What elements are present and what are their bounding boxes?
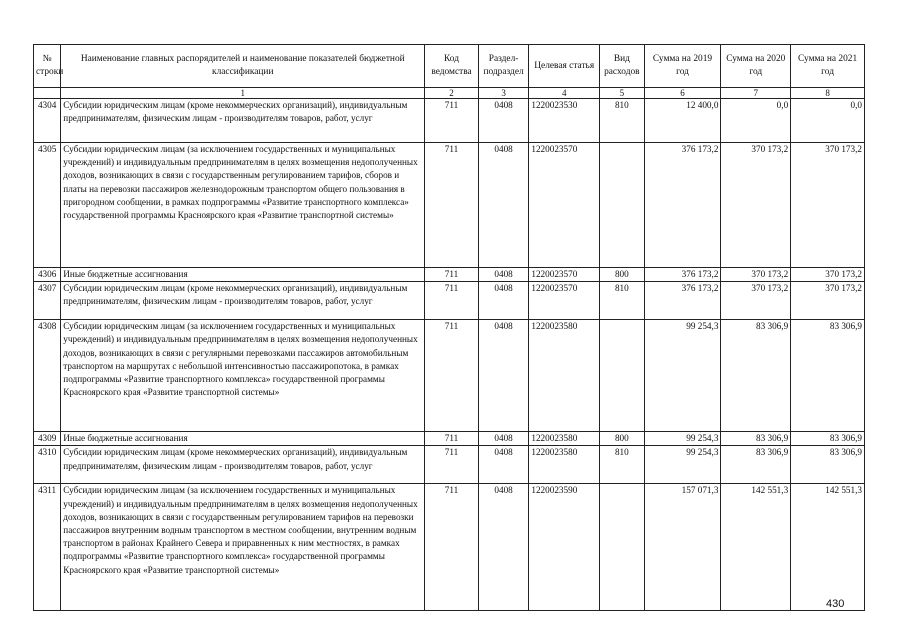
- row-sum-2019: 12 400,0: [644, 99, 721, 143]
- row-target-article: 1220023580: [529, 432, 600, 446]
- header-sum-2020: Сумма на 2020 год: [721, 45, 791, 88]
- table-row: [34, 268, 865, 282]
- row-sum-2020: 142 551,3: [721, 484, 791, 611]
- header-expense-kind: Вид расходов: [600, 45, 644, 88]
- column-number: 8: [791, 88, 865, 99]
- header-section: Раздел-подраздел: [478, 45, 529, 88]
- row-target-article: 1220023570: [529, 143, 600, 268]
- row-dept-code: 711: [425, 143, 479, 268]
- row-section: 0408: [478, 99, 529, 143]
- table-row: [34, 99, 865, 143]
- row-sum-2020: 83 306,9: [721, 446, 791, 484]
- row-expense-kind: 810: [600, 282, 644, 320]
- row-name: Субсидии юридическим лицам (за исключением государственных и муниципальных учреждений) и индивидуальным предпринимателям в целях возмещения недополученных доходов, возникающих в связи с государственным регулированием тарифов, сборов и платы на перевозки пассажиров железнодорожным транспортом общего пользования в пригородном сообщении, в рамках подпрограммы «Развитие транспортного комплекса» государственной программы Красноярского края «Развитие транспортной системы»: [61, 143, 425, 268]
- row-dept-code: 711: [425, 484, 479, 611]
- row-sum-2021: 83 306,9: [791, 320, 865, 432]
- row-sum-2019: 376 173,2: [644, 268, 721, 282]
- row-section: 0408: [478, 446, 529, 484]
- column-number-row: [34, 88, 865, 99]
- row-sum-2020: 370 173,2: [721, 268, 791, 282]
- row-sum-2020: 370 173,2: [721, 282, 791, 320]
- row-expense-kind: 810: [600, 99, 644, 143]
- header-dept-code: Код ведомства: [425, 45, 479, 88]
- row-section: 0408: [478, 143, 529, 268]
- header-row-number: № строки: [34, 45, 61, 88]
- row-target-article: 1220023570: [529, 268, 600, 282]
- row-section: 0408: [478, 432, 529, 446]
- budget-table: [33, 44, 865, 611]
- row-sum-2019: 99 254,3: [644, 446, 721, 484]
- row-number: 4307: [34, 282, 61, 320]
- row-sum-2019: 99 254,3: [644, 320, 721, 432]
- row-dept-code: 711: [425, 268, 479, 282]
- row-section: 0408: [478, 320, 529, 432]
- table-row: [34, 446, 865, 484]
- row-name: Субсидии юридическим лицам (за исключением государственных и муниципальных учреждений) и индивидуальным предпринимателям в целях возмещения недополученных доходов, возникающих в связи с государственным регулированием тарифов на перевозки пассажиров внутренним водным транспортом в местном сообщении, внутренним водным транспортом в районах Крайнего Севера и приравненных к ним местностях, в рамках подпрограммы «Развитие транспортного комплекса» государственной программы Красноярского края «Развитие транспортной системы»: [61, 484, 425, 611]
- row-dept-code: 711: [425, 320, 479, 432]
- page-number: 430: [826, 598, 845, 610]
- row-section: 0408: [478, 268, 529, 282]
- header-name: Наименование главных распорядителей и наименование показателей бюджетной классификации: [61, 45, 425, 88]
- row-number: 4305: [34, 143, 61, 268]
- row-name: Субсидии юридическим лицам (за исключением государственных и муниципальных учреждений) и индивидуальным предпринимателям в целях возмещения недополученных доходов, возникающих в связи с регулярными перевозками пассажиров автомобильным транспортом на маршрутах с небольшой интенсивностью пассажиропотока, в рамках подпрограммы «Развитие транспортного комплекса» государственной программы Красноярского края «Развитие транспортной системы»: [61, 320, 425, 432]
- row-sum-2021: 0,0: [791, 99, 865, 143]
- row-sum-2021: 83 306,9: [791, 446, 865, 484]
- column-number: 1: [61, 88, 425, 99]
- row-expense-kind: [600, 484, 644, 611]
- table-row: [34, 432, 865, 446]
- column-number: 6: [644, 88, 721, 99]
- header-sum-2021: Сумма на 2021 год: [791, 45, 865, 88]
- row-sum-2021: 142 551,3: [791, 484, 865, 611]
- column-number: 3: [478, 88, 529, 99]
- row-name: Субсидии юридическим лицам (кроме некоммерческих организаций), индивидуальным предпринимателям, физическим лицам - производителям товаров, работ, услуг: [61, 282, 425, 320]
- column-number: [34, 88, 61, 99]
- row-target-article: 1220023530: [529, 99, 600, 143]
- row-sum-2019: 376 173,2: [644, 143, 721, 268]
- header-row: [34, 45, 865, 88]
- row-dept-code: 711: [425, 99, 479, 143]
- row-expense-kind: 810: [600, 446, 644, 484]
- row-target-article: 1220023570: [529, 282, 600, 320]
- column-number: 7: [721, 88, 791, 99]
- row-name: Иные бюджетные ассигнования: [61, 432, 425, 446]
- header-target-article: Целевая статья: [529, 45, 600, 88]
- row-section: 0408: [478, 282, 529, 320]
- row-name: Субсидии юридическим лицам (кроме некоммерческих организаций), индивидуальным предпринимателям, физическим лицам - производителям товаров, работ, услуг: [61, 99, 425, 143]
- row-sum-2020: 0,0: [721, 99, 791, 143]
- row-sum-2021: 370 173,2: [791, 282, 865, 320]
- header-sum-2019: Сумма на 2019 год: [644, 45, 721, 88]
- row-sum-2021: 370 173,2: [791, 268, 865, 282]
- row-number: 4309: [34, 432, 61, 446]
- row-sum-2020: 83 306,9: [721, 432, 791, 446]
- row-number: 4308: [34, 320, 61, 432]
- table-row: [34, 484, 865, 611]
- row-sum-2021: 370 173,2: [791, 143, 865, 268]
- row-sum-2021: 83 306,9: [791, 432, 865, 446]
- row-dept-code: 711: [425, 446, 479, 484]
- row-section: 0408: [478, 484, 529, 611]
- row-number: 4311: [34, 484, 61, 611]
- table-row: [34, 282, 865, 320]
- row-sum-2020: 370 173,2: [721, 143, 791, 268]
- row-dept-code: 711: [425, 432, 479, 446]
- row-sum-2019: 376 173,2: [644, 282, 721, 320]
- row-sum-2019: 99 254,3: [644, 432, 721, 446]
- row-dept-code: 711: [425, 282, 479, 320]
- column-number: 4: [529, 88, 600, 99]
- row-name: Субсидии юридическим лицам (кроме некоммерческих организаций), индивидуальным предпринимателям, физическим лицам - производителям товаров, работ, услуг: [61, 446, 425, 484]
- row-expense-kind: [600, 143, 644, 268]
- column-number: 5: [600, 88, 644, 99]
- row-number: 4306: [34, 268, 61, 282]
- row-sum-2020: 83 306,9: [721, 320, 791, 432]
- table-row: [34, 143, 865, 268]
- column-number: 2: [425, 88, 479, 99]
- row-name: Иные бюджетные ассигнования: [61, 268, 425, 282]
- row-number: 4310: [34, 446, 61, 484]
- row-number: 4304: [34, 99, 61, 143]
- row-target-article: 1220023580: [529, 446, 600, 484]
- row-target-article: 1220023580: [529, 320, 600, 432]
- table-row: [34, 320, 865, 432]
- row-expense-kind: 800: [600, 432, 644, 446]
- row-expense-kind: [600, 320, 644, 432]
- row-target-article: 1220023590: [529, 484, 600, 611]
- row-expense-kind: 800: [600, 268, 644, 282]
- row-sum-2019: 157 071,3: [644, 484, 721, 611]
